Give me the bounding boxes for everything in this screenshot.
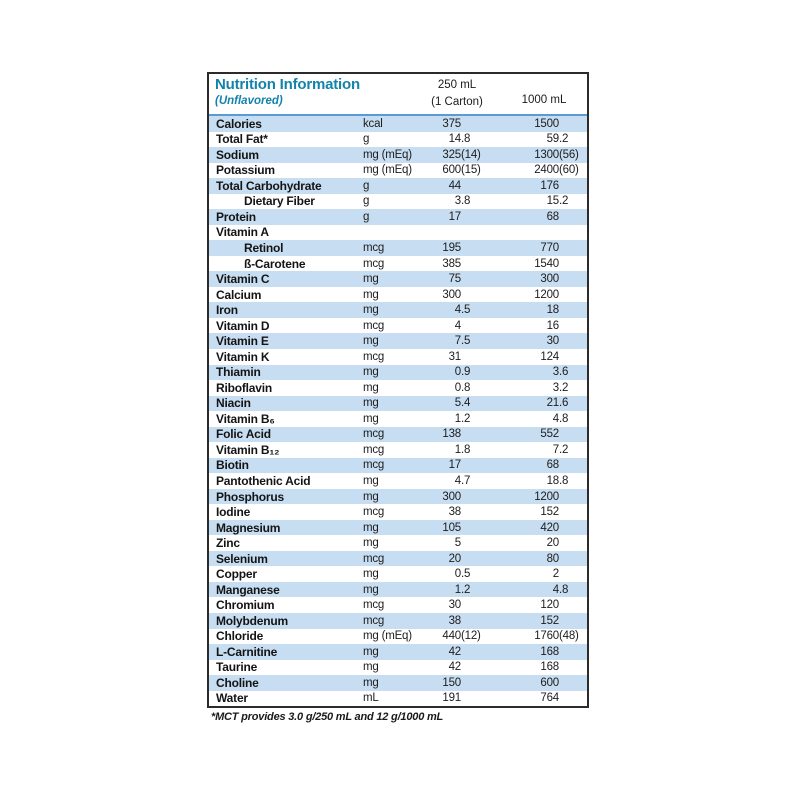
table-row xyxy=(209,597,587,613)
value-250ml: 138 xyxy=(442,428,461,441)
value-250ml: 4 xyxy=(454,304,461,317)
value-250ml: 0 xyxy=(454,381,461,394)
value-1000ml: 168 xyxy=(540,661,559,674)
nutrient-label: Selenium xyxy=(216,551,268,566)
unit-label: mcg xyxy=(363,599,385,612)
nutrient-label: Retinol xyxy=(244,241,284,256)
nutrient-label: Total Carbohydrate xyxy=(216,178,322,193)
nutrient-label: Vitamin B₁₂ xyxy=(216,442,280,457)
nutrient-label: Calcium xyxy=(216,287,262,302)
value-250ml-suffix: .5 xyxy=(461,335,471,348)
table-row xyxy=(209,489,587,505)
table-row xyxy=(209,629,587,645)
table-row xyxy=(209,209,587,225)
unit-label: mg xyxy=(363,583,379,596)
value-250ml-suffix: (12) xyxy=(461,630,481,643)
value-250ml-suffix: .9 xyxy=(461,366,471,379)
nutrient-label: Potassium xyxy=(216,163,275,178)
value-1000ml: 420 xyxy=(540,521,559,534)
table-row xyxy=(209,380,587,396)
table-row xyxy=(209,582,587,598)
value-1000ml: 120 xyxy=(540,599,559,612)
table-row xyxy=(209,256,587,272)
unit-label: kcal xyxy=(363,117,383,130)
value-250ml: 375 xyxy=(442,117,461,130)
value-1000ml: 176 xyxy=(540,179,559,192)
unit-label: mg xyxy=(363,304,379,317)
value-1000ml: 152 xyxy=(540,614,559,627)
value-1000ml: 15 xyxy=(546,195,559,208)
nutrient-label: Vitamin D xyxy=(216,318,270,333)
table-row xyxy=(209,396,587,412)
unit-label: mg xyxy=(363,412,379,425)
table-row xyxy=(209,675,587,691)
unit-label: mcg xyxy=(363,257,385,270)
value-1000ml: 1200 xyxy=(534,490,559,503)
value-1000ml: 3 xyxy=(552,366,559,379)
table-row xyxy=(209,660,587,676)
table-row xyxy=(209,163,587,179)
unit-label: mcg xyxy=(363,443,385,456)
table-row xyxy=(209,473,587,489)
value-1000ml: 168 xyxy=(540,645,559,658)
value-250ml: 440 xyxy=(442,630,461,643)
value-1000ml-suffix: .6 xyxy=(559,366,569,379)
value-1000ml-suffix: .6 xyxy=(559,397,569,410)
table-body xyxy=(209,116,587,706)
value-250ml: 3 xyxy=(454,195,461,208)
nutrient-label: Vitamin A xyxy=(216,225,269,240)
nutrient-label: Zinc xyxy=(216,536,240,551)
nutrient-label: Chromium xyxy=(216,598,275,613)
table-title: Nutrition Information xyxy=(215,76,360,93)
value-250ml-suffix: .8 xyxy=(461,133,471,146)
table-row xyxy=(209,349,587,365)
value-250ml: 300 xyxy=(442,490,461,503)
nutrient-label: Iodine xyxy=(216,505,251,520)
table-row xyxy=(209,613,587,629)
value-250ml: 20 xyxy=(448,552,461,565)
table-row xyxy=(209,147,587,163)
unit-label: mg xyxy=(363,490,379,503)
unit-label: mg xyxy=(363,661,379,674)
value-250ml-suffix: (14) xyxy=(461,148,481,161)
value-250ml: 150 xyxy=(442,676,461,689)
unit-label: mcg xyxy=(363,350,385,363)
value-1000ml: 1500 xyxy=(534,117,559,130)
value-1000ml: 300 xyxy=(540,273,559,286)
value-250ml: 600 xyxy=(442,164,461,177)
value-250ml: 1 xyxy=(454,583,461,596)
value-250ml: 30 xyxy=(448,599,461,612)
value-1000ml: 600 xyxy=(540,676,559,689)
value-250ml: 42 xyxy=(448,645,461,658)
value-1000ml: 20 xyxy=(546,537,559,550)
unit-label: mL xyxy=(363,692,379,705)
column-header-250ml-volume: 250 mL xyxy=(437,79,477,91)
unit-label: mg xyxy=(363,568,379,581)
nutrient-label: Riboflavin xyxy=(216,380,273,395)
table-row xyxy=(209,240,587,256)
value-1000ml: 4 xyxy=(552,412,559,425)
value-1000ml: 80 xyxy=(546,552,559,565)
table-row xyxy=(209,333,587,349)
value-250ml-suffix: .8 xyxy=(461,195,471,208)
unit-label: mg xyxy=(363,273,379,286)
table-row xyxy=(209,442,587,458)
unit-label: mcg xyxy=(363,428,385,441)
unit-label: mg xyxy=(363,521,379,534)
value-250ml-suffix: .5 xyxy=(461,304,471,317)
nutrient-label: Biotin xyxy=(216,458,249,473)
value-1000ml-suffix: .8 xyxy=(559,474,569,487)
column-header-250ml-carton: (1 Carton) xyxy=(431,96,483,108)
nutrient-label: Iron xyxy=(216,303,238,318)
value-1000ml-suffix: .2 xyxy=(559,195,569,208)
value-250ml: 0 xyxy=(454,366,461,379)
table-row xyxy=(209,691,587,707)
value-250ml-suffix: .2 xyxy=(461,412,471,425)
table-row xyxy=(209,225,587,241)
value-1000ml-suffix: .2 xyxy=(559,381,569,394)
unit-label: g xyxy=(363,179,370,192)
table-row xyxy=(209,271,587,287)
column-header-1000ml: 1000 mL xyxy=(521,94,567,106)
table-row xyxy=(209,427,587,443)
nutrient-label: Vitamin K xyxy=(216,349,270,364)
value-250ml: 31 xyxy=(448,350,461,363)
unit-label: mg xyxy=(363,366,379,379)
nutrient-label: Calories xyxy=(216,116,262,131)
value-250ml-suffix: .4 xyxy=(461,397,471,410)
unit-label: mcg xyxy=(363,319,385,332)
unit-label: mcg xyxy=(363,506,385,519)
nutrition-information-table xyxy=(207,72,589,708)
unit-label: g xyxy=(363,133,370,146)
nutrient-label: Phosphorus xyxy=(216,489,285,504)
nutrient-label: Water xyxy=(216,691,248,706)
value-250ml: 17 xyxy=(448,210,461,223)
value-250ml-suffix: .2 xyxy=(461,583,471,596)
table-row xyxy=(209,504,587,520)
value-1000ml: 152 xyxy=(540,506,559,519)
value-1000ml: 770 xyxy=(540,242,559,255)
value-1000ml: 30 xyxy=(546,335,559,348)
value-1000ml: 7 xyxy=(552,443,559,456)
value-250ml: 5 xyxy=(454,397,461,410)
value-250ml: 191 xyxy=(442,692,461,705)
table-row xyxy=(209,132,587,148)
value-1000ml: 764 xyxy=(540,692,559,705)
table-row xyxy=(209,644,587,660)
value-250ml: 5 xyxy=(454,537,461,550)
nutrient-label: Protein xyxy=(216,209,256,224)
mct-footnote: *MCT provides 3.0 g/250 mL and 12 g/1000 mL xyxy=(211,711,444,723)
table-row xyxy=(209,318,587,334)
nutrient-label: Vitamin E xyxy=(216,334,269,349)
value-1000ml: 4 xyxy=(552,583,559,596)
unit-label: mg xyxy=(363,288,379,301)
column-header-250ml xyxy=(407,77,507,111)
value-250ml: 17 xyxy=(448,459,461,472)
table-row xyxy=(209,566,587,582)
table-row xyxy=(209,520,587,536)
value-1000ml-suffix: .2 xyxy=(559,133,569,146)
value-250ml: 42 xyxy=(448,661,461,674)
value-1000ml: 3 xyxy=(552,381,559,394)
value-1000ml-suffix: (60) xyxy=(559,164,579,177)
table-row xyxy=(209,287,587,303)
value-1000ml-suffix: (48) xyxy=(559,630,579,643)
nutrient-label: Thiamin xyxy=(216,365,261,380)
nutrient-label: Dietary Fiber xyxy=(244,194,315,209)
unit-label: mg xyxy=(363,381,379,394)
value-1000ml-suffix: .8 xyxy=(559,583,569,596)
nutrient-label: Pantothenic Acid xyxy=(216,473,311,488)
unit-label: mg xyxy=(363,676,379,689)
value-250ml-suffix: .7 xyxy=(461,474,471,487)
value-1000ml: 18 xyxy=(546,474,559,487)
table-header xyxy=(209,74,587,116)
table-row xyxy=(209,178,587,194)
table-subtitle: (Unflavored) xyxy=(215,95,283,107)
value-1000ml: 1540 xyxy=(534,257,559,270)
value-250ml: 4 xyxy=(454,474,461,487)
value-1000ml: 1760 xyxy=(534,630,559,643)
value-250ml: 325 xyxy=(442,148,461,161)
unit-label: mcg xyxy=(363,459,385,472)
value-250ml: 7 xyxy=(454,335,461,348)
value-250ml: 1 xyxy=(454,443,461,456)
table-row xyxy=(209,116,587,132)
value-1000ml-suffix: (56) xyxy=(559,148,579,161)
table-row xyxy=(209,551,587,567)
table-row xyxy=(209,302,587,318)
value-250ml-suffix: .8 xyxy=(461,381,471,394)
nutrient-label: Vitamin C xyxy=(216,272,270,287)
value-250ml: 44 xyxy=(448,179,461,192)
unit-label: g xyxy=(363,195,370,208)
unit-label: g xyxy=(363,210,370,223)
nutrient-label: Molybdenum xyxy=(216,613,288,628)
unit-label: mcg xyxy=(363,242,385,255)
value-250ml: 4 xyxy=(454,319,461,332)
nutrient-label: Sodium xyxy=(216,147,259,162)
unit-label: mg xyxy=(363,397,379,410)
nutrient-label: Folic Acid xyxy=(216,427,271,442)
unit-label: mg (mEq) xyxy=(363,164,412,177)
value-1000ml: 18 xyxy=(546,304,559,317)
value-250ml: 105 xyxy=(442,521,461,534)
value-1000ml: 1200 xyxy=(534,288,559,301)
value-1000ml: 16 xyxy=(546,319,559,332)
value-250ml-suffix: (15) xyxy=(461,164,481,177)
value-250ml: 300 xyxy=(442,288,461,301)
nutrient-label: Niacin xyxy=(216,396,251,411)
value-250ml-suffix: .8 xyxy=(461,443,471,456)
unit-label: mg xyxy=(363,645,379,658)
value-1000ml-suffix: .2 xyxy=(559,443,569,456)
value-1000ml: 68 xyxy=(546,210,559,223)
unit-label: mg (mEq) xyxy=(363,148,412,161)
nutrient-label: Choline xyxy=(216,675,259,690)
nutrient-label: ß-Carotene xyxy=(244,256,306,271)
nutrient-label: Vitamin B₆ xyxy=(216,411,275,426)
table-row xyxy=(209,535,587,551)
nutrient-label: Copper xyxy=(216,567,257,582)
unit-label: mcg xyxy=(363,614,385,627)
table-row xyxy=(209,411,587,427)
value-1000ml: 2 xyxy=(552,568,559,581)
value-1000ml-suffix: .8 xyxy=(559,412,569,425)
value-250ml: 1 xyxy=(454,412,461,425)
value-1000ml: 1300 xyxy=(534,148,559,161)
nutrient-label: Chloride xyxy=(216,629,264,644)
value-1000ml: 59 xyxy=(546,133,559,146)
unit-label: mcg xyxy=(363,552,385,565)
value-1000ml: 2400 xyxy=(534,164,559,177)
value-250ml: 75 xyxy=(448,273,461,286)
nutrient-label: Taurine xyxy=(216,660,258,675)
value-1000ml: 124 xyxy=(540,350,559,363)
value-250ml-suffix: .5 xyxy=(461,568,471,581)
value-250ml: 195 xyxy=(442,242,461,255)
nutrient-label: L-Carnitine xyxy=(216,644,278,659)
value-250ml: 385 xyxy=(442,257,461,270)
unit-label: mg xyxy=(363,537,379,550)
unit-label: mg (mEq) xyxy=(363,630,412,643)
nutrient-label: Total Fat* xyxy=(216,132,268,147)
nutrient-label: Manganese xyxy=(216,582,280,597)
table-row xyxy=(209,365,587,381)
unit-label: mg xyxy=(363,474,379,487)
table-row xyxy=(209,458,587,474)
unit-label: mg xyxy=(363,335,379,348)
value-250ml: 38 xyxy=(448,506,461,519)
value-1000ml: 68 xyxy=(546,459,559,472)
value-250ml: 38 xyxy=(448,614,461,627)
value-250ml: 0 xyxy=(454,568,461,581)
table-row xyxy=(209,194,587,210)
nutrient-label: Magnesium xyxy=(216,520,281,535)
value-1000ml: 552 xyxy=(540,428,559,441)
value-1000ml: 21 xyxy=(546,397,559,410)
value-250ml: 14 xyxy=(448,133,461,146)
